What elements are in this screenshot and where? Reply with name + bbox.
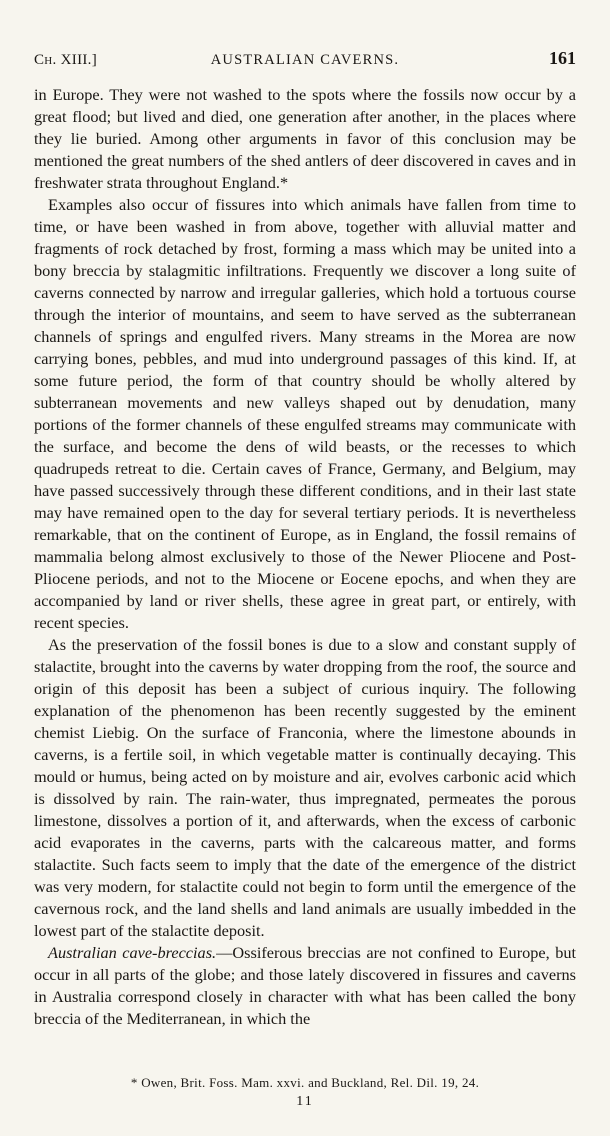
paragraph: Examples also occur of fissures into which animals have fallen from time to time, or have been washed in from above, together with alluvial matter and fragments of rock detached by frost, forming a mass which may be united into a bony breccia by stalagmitic infiltrations. Frequently we discover a long suite of caverns connected by narrow and irregular galleries, which hold a tortuous course through the interior of mountains, and seem to have served as the subterranean channels of springs and engulfed rivers. Many streams in the Morea are now carrying bones, pebbles, and mud into underground passages of this kind. If, at some future period, the form of that country should be wholly altered by subterranean movements and new valleys shaped out by denudation, many portions of the former channels of these engulfed streams may communicate with the surface, and become the dens of wild beasts, or the recesses to which quadrupeds retreat to die. Certain caves of France, Germany, and Belgium, may have passed successively through these different conditions, and in their last state may have remained open to the day for several tertiary periods. It is nevertheless remarkable, that on the continent of Europe, as in England, the fossil remains of mammalia belong almost exclusively to those of the Newer Pliocene and Post-Pliocene periods, and not to the Miocene or Eocene epochs, and when they are accompanied by land or river shells, these agree in great part, or entirely, with recent species. bbox=[34, 195, 576, 632]
paragraph-text: —Ossiferous breccias are not confined to Europe, but occur in all parts of the globe; and those lately discovered in fissures and caverns in Australia correspond closely in character with what has been called the bony breccia of the Mediterranean, in which the bbox=[34, 943, 576, 1028]
paragraph: in Europe. They were not washed to the spots where the fossils now occur by a great flood; but lived and died, one generation after another, in the places where they lie buried. Among other arguments in favor of this conclusion may be mentioned the great numbers of the shed antlers of deer discovered in caves and in freshwater strata throughout England.* bbox=[34, 85, 576, 192]
footnote: * Owen, Brit. Foss. Mam. xxvi. and Buckland, Rel. Dil. 19, 24. bbox=[130, 1075, 480, 1090]
running-title: AUSTRALIAN CAVERNS. bbox=[210, 52, 400, 68]
body-text bbox=[34, 84, 576, 1030]
paragraph: As the preservation of the fossil bones is due to a slow and constant supply of stalactite, brought into the caverns by water dropping from the roof, the source and origin of this deposit has been a subject of curious inquiry. The following explanation of the phenomenon has been recently suggested by the eminent chemist Liebig. On the surface of Franconia, where the limestone abounds in caverns, is a fertile soil, in which vegetable matter is continually decaying. This mould or humus, being acted on by moisture and air, evolves carbonic acid which is dissolved by rain. The rain-water, thus impregnated, permeates the porous limestone, dissolves a portion of it, and afterwards, when the excess of carbonic acid evaporates in the caverns, parts with the calcareous matter, and forms stalactite. Such facts seem to imply that the date of the emergence of the district was very modern, for stalactite could not begin to form until the emergence of the cavernous rock, and the land shells and land animals are usually imbedded in the lowest part of the stalactite deposit. bbox=[34, 635, 576, 940]
page-number: 161 bbox=[549, 48, 576, 68]
section-heading: Australian cave-breccias. bbox=[48, 943, 217, 962]
chapter-label: Ch. XIII.] bbox=[34, 52, 98, 68]
signature-mark: 11 bbox=[296, 1094, 314, 1109]
running-header bbox=[34, 48, 576, 72]
section-paragraph bbox=[34, 942, 576, 1030]
